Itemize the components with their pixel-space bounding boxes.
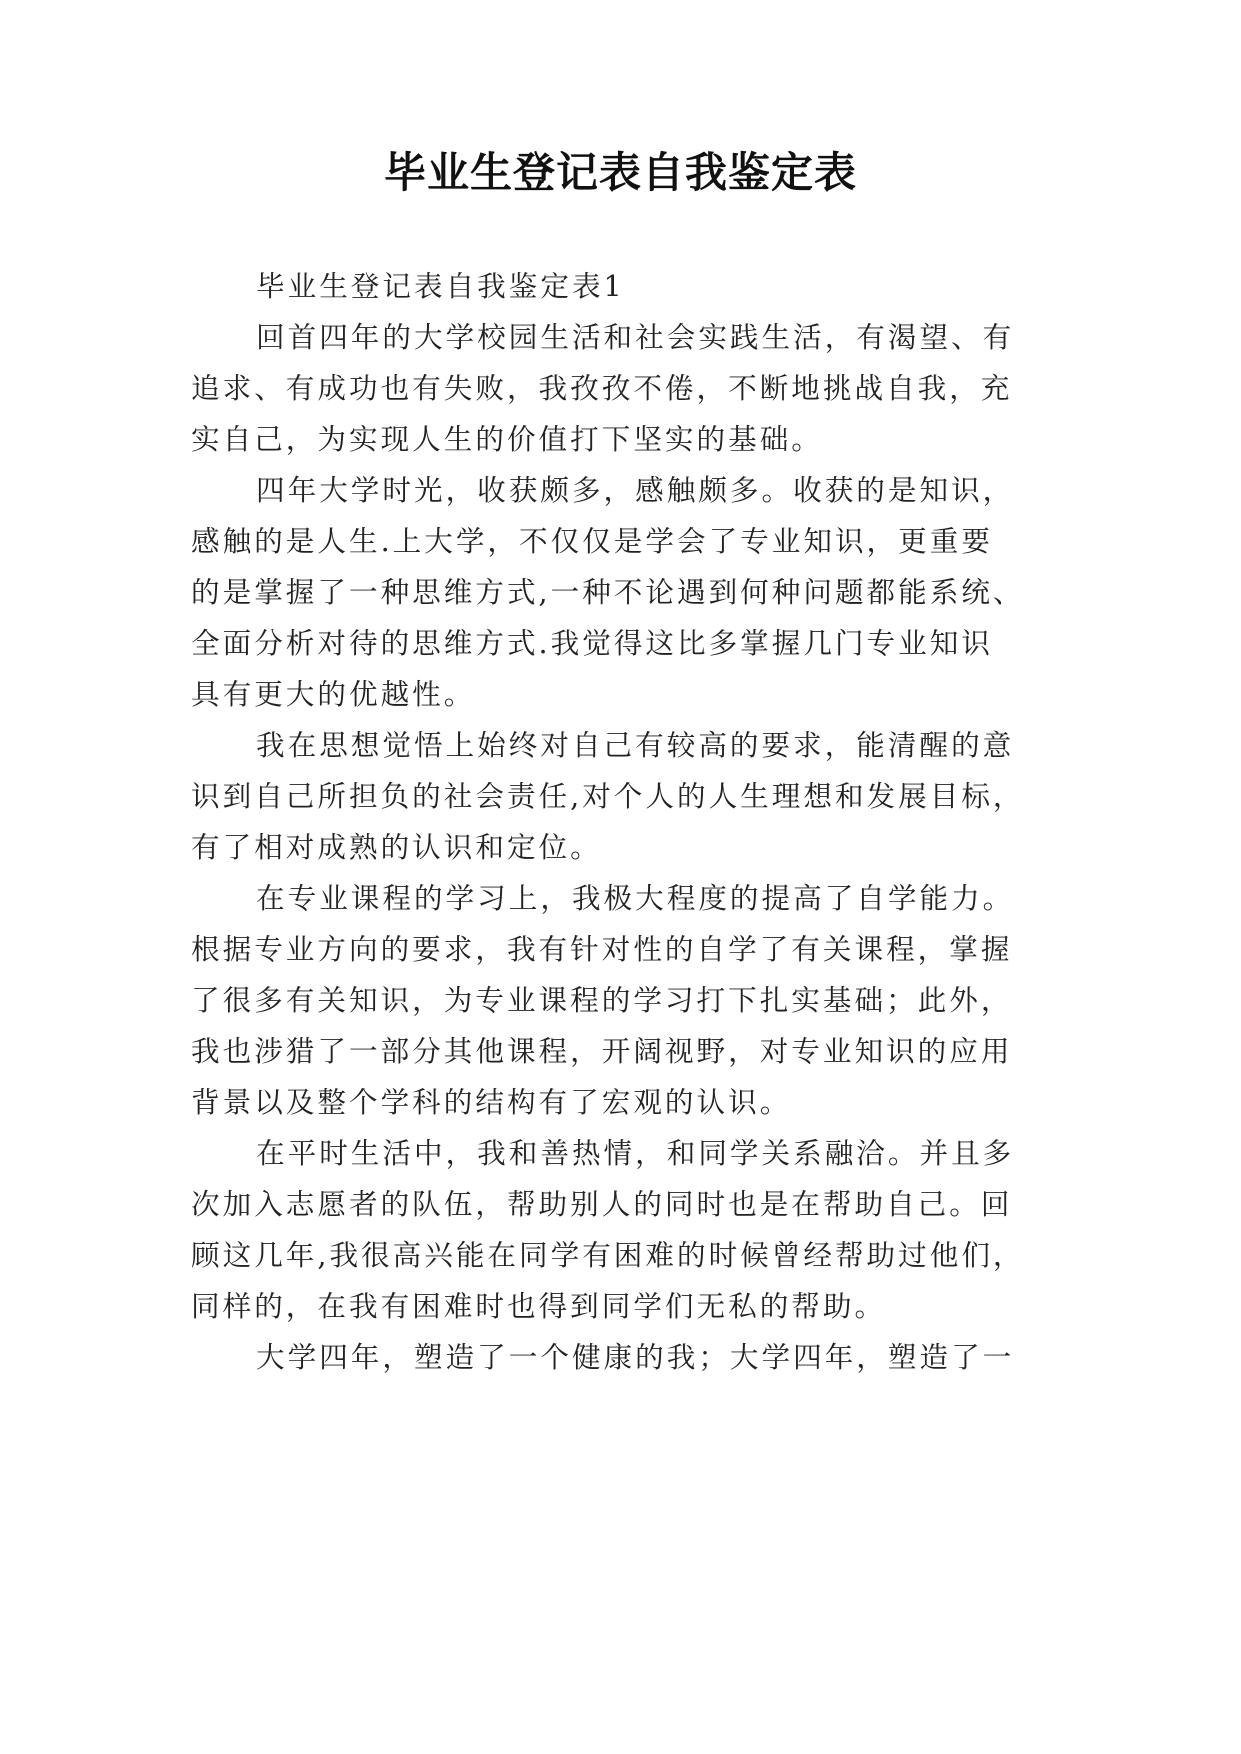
paragraph-line: 次加入志愿者的队伍，帮助别人的同时也是在帮助自己。回: [191, 1187, 1013, 1221]
paragraph-line: 根据专业方向的要求，我有针对性的自学了有关课程，掌握: [191, 932, 1013, 966]
paragraph-line: 顾这几年,我很高兴能在同学有困难的时候曾经帮助过他们，: [191, 1238, 1025, 1272]
paragraph-line: 实自己，为实现人生的价值打下坚实的基础。: [191, 422, 823, 456]
paragraph-line: 追求、有成功也有失败，我孜孜不倦，不断地挑战自我，充: [191, 371, 1013, 405]
paragraph-line: 在专业课程的学习上，我极大程度的提高了自学能力。: [256, 881, 1015, 915]
paragraph-line: 有了相对成熟的认识和定位。: [191, 830, 602, 864]
paragraph-line: 大学四年，塑造了一个健康的我；大学四年，塑造了一: [256, 1340, 1015, 1374]
paragraph-line: 回首四年的大学校园生活和社会实践生活，有渴望、有: [256, 320, 1015, 354]
paragraph-line: 我也涉猎了一部分其他课程，开阔视野，对专业知识的应用: [191, 1034, 1013, 1068]
paragraph-line: 同样的，在我有困难时也得到同学们无私的帮助。: [191, 1289, 887, 1323]
paragraph-line: 背景以及整个学科的结构有了宏观的认识。: [191, 1085, 792, 1119]
paragraph-line: 在平时生活中，我和善热情，和同学关系融洽。并且多: [256, 1136, 1015, 1170]
paragraph-line: 四年大学时光，收获颇多，感触颇多。收获的是知识，: [256, 473, 1015, 507]
paragraph-line: 识到自己所担负的社会责任,对个人的人生理想和发展目标，: [191, 779, 1025, 813]
paragraph-line: 具有更大的优越性。: [191, 677, 476, 711]
paragraph-line: 的是掌握了一种思维方式,一种不论遇到何种问题都能系统、: [191, 575, 1025, 609]
document-title: 毕业生登记表自我鉴定表: [383, 148, 857, 197]
paragraph-line: 感触的是人生.上大学，不仅仅是学会了专业知识，更重要: [191, 524, 993, 558]
paragraph-line: 我在思想觉悟上始终对自己有较高的要求，能清醒的意: [256, 728, 1015, 762]
section-heading: 毕业生登记表自我鉴定表1: [256, 269, 625, 303]
paragraph-line: 全面分析对待的思维方式.我觉得这比多掌握几门专业知识: [191, 626, 993, 660]
paragraph-line: 了很多有关知识，为专业课程的学习打下扎实基础；此外，: [191, 983, 1013, 1017]
